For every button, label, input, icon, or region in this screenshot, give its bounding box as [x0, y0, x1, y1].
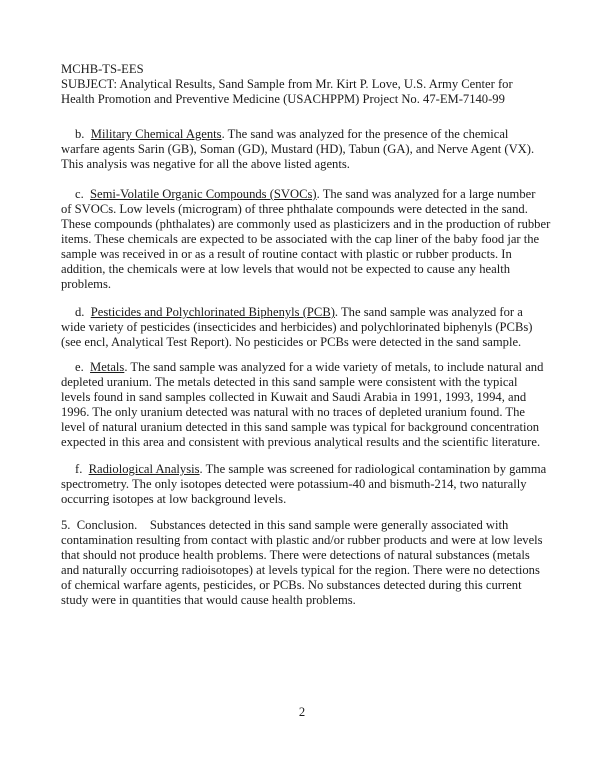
section-c-line: addition, the chemicals were at low levels that would not be expected to cause any health	[61, 262, 511, 276]
section-b-first-line	[75, 127, 508, 142]
section-f-line: . The sample was screened for radiological contamination by gamma	[199, 462, 547, 476]
section-d-line: (see encl, Analytical Test Report). No pesticides or PCBs were detected in the sand sample.	[61, 335, 522, 349]
section-e-line: . The sand sample was analyzed for a wide variety of metals, to include natural and	[124, 360, 544, 374]
section-d-label: d.	[75, 305, 85, 319]
section-b-line: . The sand was analyzed for the presence of the chemical	[221, 127, 509, 141]
section-e-first-line	[75, 360, 543, 375]
section-f-line: occurring isotopes at low background levels.	[61, 492, 287, 506]
section-f-line: spectrometry. The only isotopes detected were potassium-40 and bismuth-214, two naturally	[61, 477, 527, 491]
section-c-line: of SVOCs. Low levels (microgram) of three phthalate compounds were detected in the sand.	[61, 202, 528, 216]
section-d-first-line	[75, 305, 523, 320]
section-c-line: These compounds (phthalates) are commonly used as plasticizers and in the production of rubber	[61, 217, 551, 231]
section-e-line: levels found in sand samples collected in Kuwait and Saudi Arabia in 1991, 1993, 1994, and	[61, 390, 527, 404]
conclusion-line: of chemical warfare agents, pesticides, or PCBs. No substances detected during this current	[61, 578, 522, 592]
section-e-line: level of natural uranium detected in this sand sample was typical for background concentration	[61, 420, 540, 434]
conclusion-line: and naturally occurring radioisotopes) at levels typical for the region. There were no detections	[61, 563, 540, 577]
section-f-label: f.	[75, 462, 83, 476]
section-b-label: b.	[75, 127, 85, 141]
section-d-line: wide variety of pesticides (insecticides and herbicides) and polychlorinated biphenyls (PCBs)	[61, 320, 533, 334]
conclusion-line: that should not produce health problems. There were detections of natural substances (metals	[61, 548, 530, 562]
section-f-first-line	[75, 462, 546, 477]
section-d-title: Pesticides and Polychlorinated Biphenyls (PCB)	[90, 305, 335, 319]
section-c-line: . The sand was analyzed for a large number	[316, 187, 536, 201]
section-b-line: This analysis was negative for all the above listed agents.	[61, 157, 350, 171]
section-e-label: e.	[75, 360, 84, 374]
section-d-line: . The sand sample was analyzed for a	[334, 305, 523, 319]
office-symbol: MCHB-TS-EES	[61, 62, 144, 76]
section-c-first-line	[75, 187, 535, 202]
section-c-label: c.	[75, 187, 84, 201]
section-f-title: Radiological Analysis	[88, 462, 200, 476]
section-b-line: warfare agents Sarin (GB), Soman (GD), Mustard (HD), Tabun (GA), and Nerve Agent (VX).	[61, 142, 535, 156]
section-c-line: problems.	[61, 277, 112, 291]
conclusion-line: study were in quantities that would cause health problems.	[61, 593, 356, 607]
section-c-line: items. These chemicals are expected to be associated with the cap liner of the baby food jar the	[61, 232, 540, 246]
section-c-title: Semi-Volatile Organic Compounds (SVOCs)	[90, 187, 317, 201]
section-e-line: expected in this area and consistent with previous analytical results and the scientific literature.	[61, 435, 541, 449]
page-number: 2	[298, 705, 306, 719]
section-e-title: Metals	[90, 360, 125, 374]
section-c-line: sample was received in or as a result of routine contact with plastic or rubber products. In	[61, 247, 512, 261]
section-e-line: 1996. The only uranium detected was natural with no traces of depleted uranium found. The	[61, 405, 525, 419]
section-e-line: depleted uranium. The metals detected in this sand sample were consistent with the typical	[61, 375, 518, 389]
conclusion-line: contamination resulting from contact with plastic and/or rubber products and were at low levels	[61, 533, 543, 547]
subject-line-2: Health Promotion and Preventive Medicine (USACHPPM) Project No. 47-EM-7140-99	[61, 92, 505, 106]
subject-line-1: SUBJECT: Analytical Results, Sand Sample from Mr. Kirt P. Love, U.S. Army Center for	[61, 77, 513, 91]
conclusion-line: 5. Conclusion. Substances detected in this sand sample were generally associated with	[61, 518, 509, 532]
section-b-title: Military Chemical Agents	[90, 127, 222, 141]
